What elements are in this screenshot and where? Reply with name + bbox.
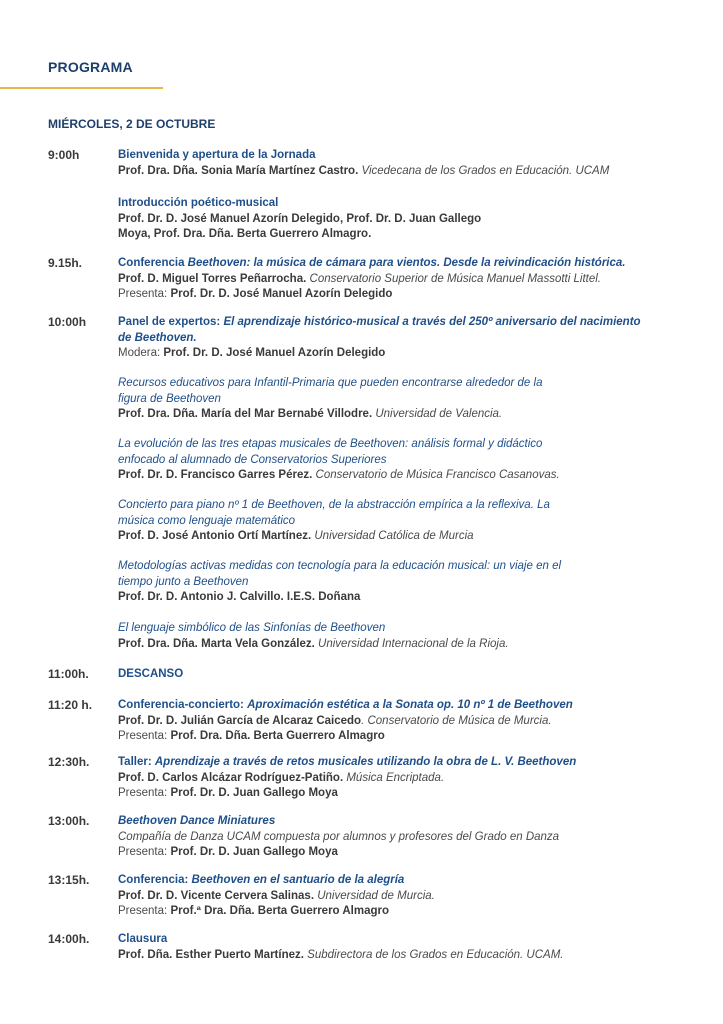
speaker-affiliation: Universidad Católica de Murcia	[314, 530, 474, 542]
entry-body	[118, 667, 673, 683]
entry-body	[118, 873, 673, 920]
presenter-name: Prof. Dra. Dña. Berta Guerrero Almagro	[170, 730, 385, 742]
entry-time: 11:20 h.	[48, 698, 93, 712]
talk-title-cont: figura de Beethoven	[118, 392, 221, 405]
presenter-label: Presenta:	[118, 787, 168, 799]
speaker-affiliation: Conservatorio de Música Francisco Casanovas.	[315, 469, 560, 481]
speaker-affiliation: . Conservatorio de Música de Murcia.	[361, 714, 552, 727]
entry-title: El aprendizaje histórico-musical a través del 250º aniversario del nacimiento	[223, 316, 641, 328]
presenter-name: Prof. Dr. D. José Manuel Azorín Delegido	[170, 288, 393, 300]
speaker-affiliation: Música Encriptada.	[346, 771, 445, 784]
day-heading: MIÉRCOLES, 2 DE OCTUBRE	[48, 117, 216, 131]
speaker-name: Prof. Dra. Dña. Marta Vela González.	[118, 637, 315, 650]
entry-body	[118, 196, 673, 243]
speaker-affiliation: Universidad Internacional de la Rioja.	[318, 637, 509, 650]
entry-time: 13:00h.	[48, 814, 90, 828]
entry-time: 12:30h.	[48, 755, 90, 769]
talk-body	[118, 559, 673, 606]
talk-body	[118, 437, 673, 484]
moderator-name: Prof. Dr. D. José Manuel Azorín Delegido	[163, 347, 386, 359]
entry-title: Bienvenida y apertura de la Jornada	[118, 149, 316, 161]
talk-title: Recursos educativos para Infantil-Primaria que pueden encontrarse alrededor de la	[118, 377, 543, 389]
speaker-name: Prof. D. José Antonio Ortí Martínez.	[118, 530, 312, 542]
entry-time: 10:00h	[48, 315, 87, 329]
speaker-affiliation: Universidad de Valencia.	[375, 408, 503, 420]
talk-body	[118, 376, 673, 423]
speaker-names: Moya, Prof. Dra. Dña. Berta Guerrero Almagro.	[118, 228, 372, 240]
presenter-label: Presenta:	[118, 730, 168, 742]
talk-body	[118, 498, 673, 545]
speaker-name: Prof. Dña. Esther Puerto Martínez.	[118, 948, 304, 961]
talk-title: Concierto para piano nº 1 de Beethoven, de la abstracción empírica a la reflexiva. La	[118, 499, 550, 511]
page-title: PROGRAMA	[48, 59, 133, 75]
speaker-affiliation: Universidad de Murcia.	[317, 889, 435, 902]
entry-description: Compañía de Danza UCAM compuesta por alumnos y profesores del Grado en Danza	[118, 830, 560, 843]
presenter-label: Presenta:	[118, 846, 168, 858]
entry-title: Aprendizaje a través de retos musicales utilizando la obra de L. V. Beethoven	[154, 756, 577, 768]
speaker-name: Prof. Dra. Dña. María del Mar Bernabé Villodre.	[118, 408, 373, 420]
entry-title: DESCANSO	[118, 668, 184, 680]
entry-body	[118, 315, 673, 362]
talk-title-cont: música como lenguaje matemático	[118, 514, 296, 527]
presenter-name: Prof.ª Dra. Dña. Berta Guerrero Almagro	[170, 905, 389, 917]
talk-title-cont: tiempo junto a Beethoven	[118, 575, 249, 588]
speaker-name: Prof. Dr. D. Julián García de Alcaraz Caicedo	[118, 714, 362, 727]
presenter-label: Presenta:	[118, 288, 168, 300]
speaker-name: Prof. Dr. D. Antonio J. Calvillo. I.E.S. Doñana	[118, 591, 361, 603]
entry-time: 9:00h	[48, 148, 80, 162]
entry-title: Aproximación estética a la Sonata op. 10 nº 1 de Beethoven	[247, 699, 573, 711]
talk-body	[118, 621, 673, 652]
entry-body	[118, 932, 673, 963]
speaker-affiliation: Conservatorio Superior de Música Manuel Massotti Littel.	[309, 272, 601, 285]
speaker-name: Prof. Dra. Dña. Sonia María Martínez Castro.	[118, 164, 359, 177]
speaker-name: Prof. Dr. D. Francisco Garres Pérez.	[118, 469, 313, 481]
entry-label: Taller:	[118, 756, 152, 768]
entry-label: Conferencia-concierto:	[118, 699, 244, 711]
entry-title: Clausura	[118, 933, 168, 945]
entry-title: Beethoven: la música de cámara para vientos. Desde la reivindicación histórica.	[187, 257, 626, 269]
presenter-name: Prof. Dr. D. Juan Gallego Moya	[170, 787, 338, 799]
talk-title: El lenguaje simbólico de las Sinfonías de Beethoven	[118, 622, 386, 634]
talk-title: La evolución de las tres etapas musicales de Beethoven: análisis formal y didáctico	[118, 438, 543, 450]
title-underline	[0, 87, 163, 89]
speaker-name: Prof. Dr. D. Vicente Cervera Salinas.	[118, 889, 315, 902]
speaker-names: Prof. Dr. D. José Manuel Azorín Delegido, Prof. Dr. D. Juan Gallego	[118, 212, 482, 225]
entry-label: Conferencia:	[118, 874, 189, 886]
presenter-label: Presenta:	[118, 905, 168, 917]
entry-title: Introducción poético-musical	[118, 197, 279, 209]
entry-time: 14:00h.	[48, 932, 90, 946]
talk-title: Metodologías activas medidas con tecnología para la educación musical: un viaje en el	[118, 560, 562, 572]
entry-body	[118, 755, 673, 802]
entry-time: 13:15h.	[48, 873, 90, 887]
presenter-name: Prof. Dr. D. Juan Gallego Moya	[170, 846, 338, 858]
entry-body	[118, 148, 673, 179]
entry-body	[118, 814, 673, 861]
entry-title: Beethoven en el santuario de la alegría	[191, 874, 405, 886]
entry-body	[118, 698, 673, 745]
entry-label: Conferencia	[118, 257, 185, 269]
entry-time: 9.15h.	[48, 256, 83, 270]
entry-title-cont: de Beethoven.	[118, 331, 197, 344]
speaker-name: Prof. D. Miguel Torres Peñarrocha.	[118, 272, 307, 285]
entry-title: Beethoven Dance Miniatures	[118, 815, 276, 827]
moderator-label: Modera:	[118, 347, 161, 359]
talk-title-cont: enfocado al alumnado de Conservatorios Superiores	[118, 453, 387, 466]
speaker-affiliation: Vicedecana de los Grados en Educación. UCAM	[361, 164, 610, 177]
entry-time: 11:00h.	[48, 667, 89, 681]
speaker-name: Prof. D. Carlos Alcázar Rodríguez-Patiño.	[118, 771, 344, 784]
entry-body	[118, 256, 673, 303]
speaker-affiliation: Subdirectora de los Grados en Educación. UCAM.	[307, 948, 564, 961]
entry-label: Panel de expertos:	[118, 316, 221, 328]
